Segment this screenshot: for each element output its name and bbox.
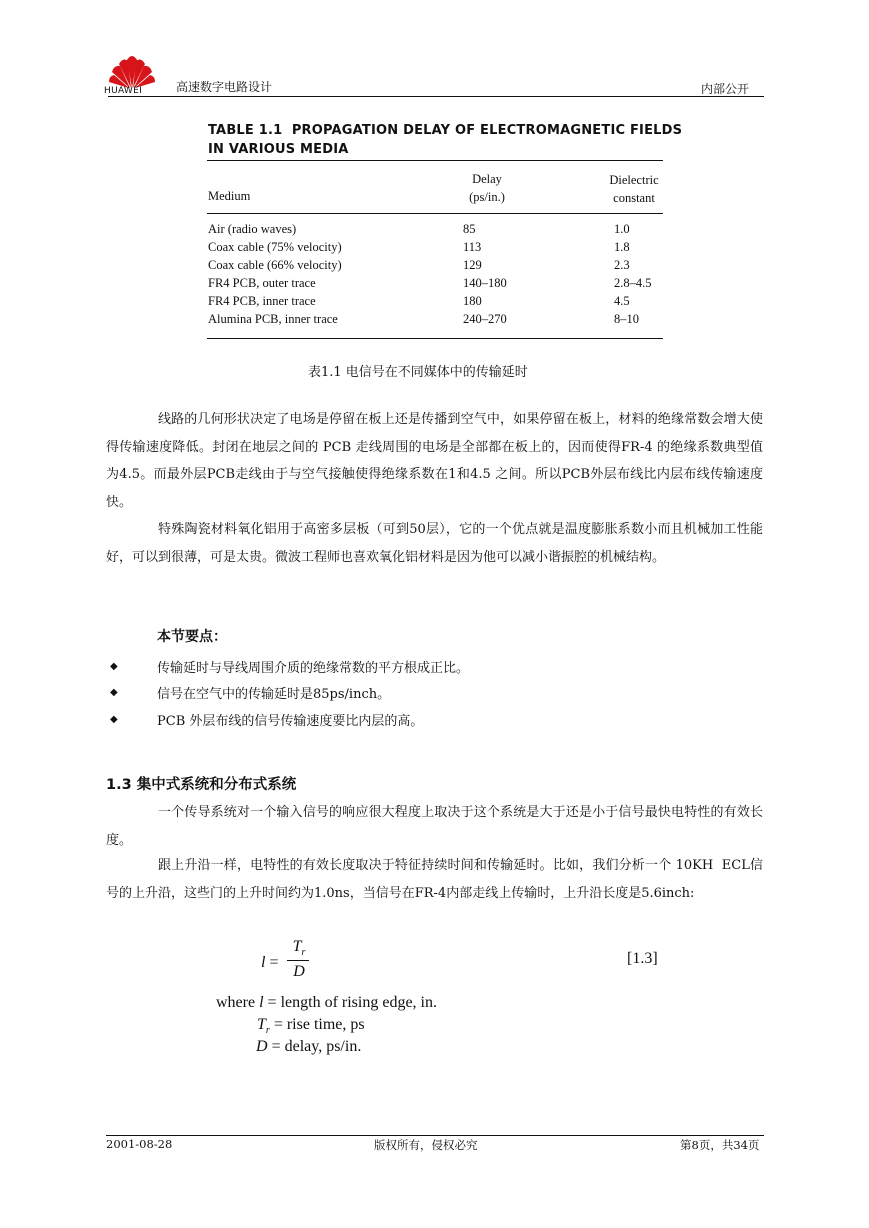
table-cell-delay: 113 <box>463 240 482 254</box>
col-header-dielectric-line1: Dielectric <box>609 173 659 187</box>
col-header-delay-line2: (ps/in.) <box>469 190 505 204</box>
col-header-dielectric <box>594 171 674 207</box>
table-header-rule <box>207 213 663 214</box>
table-cell-dielectric: 8–10 <box>614 312 639 326</box>
table-cell-dielectric: 1.0 <box>614 222 630 236</box>
table-cell-medium: FR4 PCB, inner trace <box>208 294 316 308</box>
table-title-line2: IN VARIOUS MEDIA <box>208 142 349 157</box>
summary-item: PCB 外层布线的信号传输速度要比内层的高。 <box>157 714 424 729</box>
header-title: 高速数字电路设计 <box>176 80 273 94</box>
bullet-icon: ◆ <box>110 661 118 672</box>
table-number: TABLE 1.1 <box>208 123 283 138</box>
table-title <box>208 121 682 159</box>
col-header-delay <box>448 170 526 206</box>
section-paragraph-2: 跟上升沿一样，电特性的有效长度取决于特征持续时间和传输延时。比如，我们分析一个 10KH ECL信号的上升沿，这些门的上升时间约为1.0ns，当信号在FR-4内部走线上传输时，上升沿长度是5.6inch: <box>106 858 763 901</box>
paragraph-dielectric: 线路的几何形状决定了电场是停留在板上还是传播到空气中，如果停留在板上，材料的绝缘常数会增大使得传输速度降低。封闭在地层之间的 PCB 走线周围的电场是全部都在板上的，因而使得FR-4 的绝缘系数典型值为4.5。而最外层PCB走线由于与空气接触使得绝缘系数在1和4.5 之间。所以PCB外层布线比内层布线传输速度快。 <box>106 412 763 510</box>
formula-def-1: where l = length of rising edge, in. <box>216 994 437 1011</box>
formula-numerator: $T_r$ <box>292 938 306 959</box>
table-cell-delay: 180 <box>463 294 482 308</box>
logo-wordmark: HUAWEI <box>104 86 143 96</box>
col-header-delay-line1: Delay <box>472 172 502 186</box>
summary-item: 信号在空气中的传输延时是85ps/inch。 <box>157 687 391 702</box>
bullet-icon: ◆ <box>110 714 118 725</box>
footer-rule <box>106 1135 764 1136</box>
summary-title: 本节要点： <box>157 629 227 645</box>
table-cell-medium: Coax cable (66% velocity) <box>208 258 342 272</box>
table-cell-medium: Alumina PCB, inner trace <box>208 312 338 326</box>
table-cell-delay: 240–270 <box>463 312 507 326</box>
table-cell-dielectric: 4.5 <box>614 294 630 308</box>
formula-def-2: $T_r$ = rise time, ps <box>257 1016 365 1037</box>
table-cell-delay: 85 <box>463 222 476 236</box>
table-cell-dielectric: 2.8–4.5 <box>614 276 652 290</box>
table-cell-dielectric: 1.8 <box>614 240 630 254</box>
formula-def-3: D = delay, ps/in. <box>256 1038 362 1055</box>
summary-item: 传输延时与导线周围介质的绝缘常数的平方根成正比。 <box>157 661 470 676</box>
header-rule <box>108 96 764 97</box>
fraction-bar <box>287 960 309 961</box>
table-cell-dielectric: 2.3 <box>614 258 630 272</box>
col-header-dielectric-line2: constant <box>613 191 655 205</box>
section-heading: 1.3 集中式系统和分布式系统 <box>106 777 297 793</box>
table-bottom-rule <box>207 338 663 339</box>
table-cell-medium: Air (radio waves) <box>208 222 297 236</box>
table-cell-delay: 140–180 <box>463 276 507 290</box>
footer-page-number: 第8页，共34页 <box>680 1138 760 1152</box>
footer-copyright: 版权所有，侵权必究 <box>374 1138 478 1152</box>
formula-denominator: D <box>293 963 305 980</box>
formula-lhs: l = <box>261 954 279 971</box>
table-caption: 表1.1 电信号在不同媒体中的传输延时 <box>308 365 528 380</box>
table-cell-medium: Coax cable (75% velocity) <box>208 240 342 254</box>
equation-number: [1.3] <box>627 950 658 967</box>
section-paragraph-1: 一个传导系统对一个输入信号的响应很大程度上取决于这个系统是大于还是小于信号最快电特性的有效长度。 <box>106 805 763 848</box>
bullet-icon: ◆ <box>110 687 118 698</box>
table-cell-delay: 129 <box>463 258 482 272</box>
table-title-line1: PROPAGATION DELAY OF ELECTROMAGNETIC FIELDS <box>291 123 683 138</box>
paragraph-alumina: 特殊陶瓷材料氧化铝用于高密多层板（可到50层），它的一个优点就是温度膨胀系数小而且机械加工性能好，可以到很薄，可是太贵。微波工程师也喜欢氧化铝材料是因为他可以减小谐振腔的机械结构。 <box>106 522 763 565</box>
table-cell-medium: FR4 PCB, outer trace <box>208 276 316 290</box>
header-classification: 内部公开 <box>701 82 750 96</box>
col-header-medium: Medium <box>208 189 251 203</box>
footer-date: 2001-08-28 <box>106 1137 173 1151</box>
table-top-rule <box>207 160 663 161</box>
